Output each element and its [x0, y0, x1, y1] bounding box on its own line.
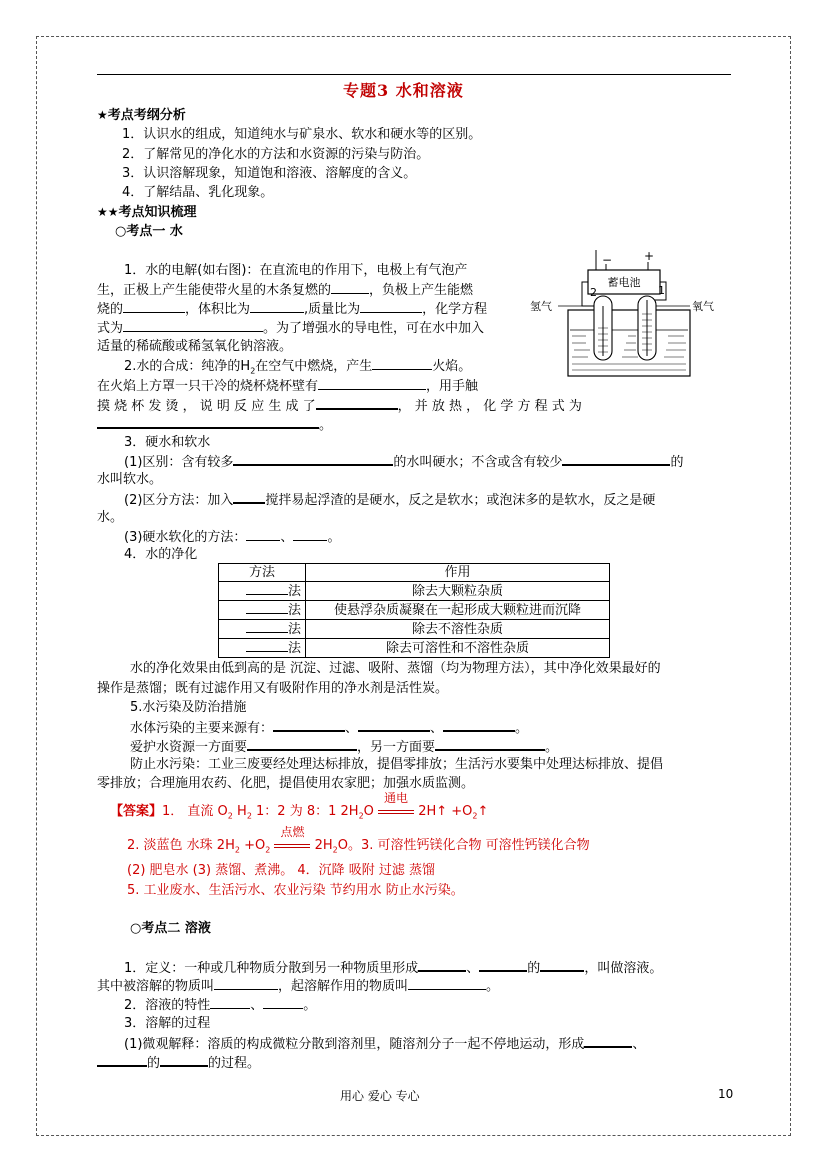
text-line: (2)区分方法：加入 搅拌易起浮渣的是硬水，反之是软水；或泡沫多的是软水，反之是硬 — [124, 490, 655, 510]
outline-item: 1．认识水的组成，知道纯水与矿泉水、软水和硬水等的区别。 — [122, 127, 482, 142]
fill-blank[interactable] — [562, 452, 670, 466]
fill-blank[interactable] — [246, 639, 288, 652]
text-line: 2.水的合成：纯净的$H_2$在空气中燃烧，产生 火焰。 — [124, 359, 472, 376]
subsection-water: ○考点一 水 — [115, 224, 183, 239]
text-line: 其中被溶解的物质叫 ，起溶解作用的物质叫 。 — [97, 979, 500, 994]
fill-blank[interactable] — [233, 452, 393, 466]
section-heading-outline — [97, 106, 186, 125]
text-line: 3．溶解的过程 — [124, 1016, 211, 1031]
fill-blank[interactable] — [372, 357, 432, 370]
table-cell-method: 法 — [219, 601, 306, 620]
answer-line-4: 5. 工业废水、生活污水、农业污染 节约用水 防止水污染。 — [127, 883, 464, 898]
reaction-condition-electrolysis: 通电 — [378, 803, 414, 821]
fill-blank[interactable] — [123, 300, 185, 313]
fill-blank[interactable] — [250, 300, 304, 313]
tube-number-1: 1 — [658, 284, 665, 297]
page-title: 专题3 水和溶液 — [343, 81, 464, 100]
text-line: 防止水污染：工业三废要经处理达标排放，提倡零排放；生活污水要集中处理达标排放、提倡 — [130, 757, 664, 772]
section-heading-knowledge — [97, 203, 197, 222]
answer-line-3: (2) 肥皂水 (3) 蒸馏、煮沸。 4．沉降 吸附 过滤 蒸馏 — [127, 863, 436, 878]
fill-blank[interactable] — [273, 718, 345, 732]
text-line: 1．水的电解(如右图)：在直流电的作用下，电极上有气泡产 — [124, 263, 468, 278]
subsection-solution: ○考点二 溶液 — [130, 921, 211, 936]
fill-blank[interactable] — [584, 1034, 632, 1048]
table-cell-method: 法 — [219, 620, 306, 639]
fill-blank[interactable] — [263, 996, 303, 1009]
battery-label: 蓄电池 — [607, 276, 641, 289]
text-line: 5.水污染及防治措施 — [130, 700, 247, 715]
outline-item: 2．了解常见的净化水的方法和水资源的污染与防治。 — [122, 147, 430, 162]
text-line: 式为 。为了增强水的导电性，可在水中加入 — [97, 321, 485, 336]
purification-table — [218, 563, 610, 658]
fill-blank[interactable] — [435, 737, 545, 751]
text-line: 适量的稀硫酸或稀氢氧化钠溶液。 — [97, 339, 293, 354]
text-line: 操作是蒸馏；既有过滤作用又有吸附作用的净水剂是活性炭。 — [97, 681, 449, 696]
table-cell-effect: 除去大颗粒杂质 — [306, 582, 610, 601]
table-cell-effect: 使悬浮杂质凝聚在一起形成大颗粒进而沉降 — [306, 601, 610, 620]
fill-blank[interactable] — [318, 377, 426, 390]
table-header-row — [219, 564, 610, 582]
fill-blank[interactable] — [214, 977, 278, 990]
text-line: 1．定义：一种或几种物质分散到另一种物质里形成 、 的 ，叫做溶液。 — [124, 958, 662, 978]
text-line: 3．硬水和软水 — [124, 435, 211, 450]
fill-blank[interactable] — [246, 620, 288, 633]
text-line: 水体污染的主要来源有： 、 、 。 — [130, 718, 528, 738]
fill-blank[interactable] — [479, 958, 527, 972]
footer-motto: 用心 爱心 专心 — [340, 1089, 420, 1103]
header-rule — [97, 74, 731, 75]
text-line: 4．水的净化 — [124, 547, 198, 562]
text-line: 水叫软水。 — [97, 472, 163, 487]
text-line: 烧的 ，体积比为 ,质量比为 ，化学方程 — [97, 302, 488, 317]
table-header: 方法 — [219, 564, 306, 582]
table-cell-effect: 除去可溶性和不溶性杂质 — [306, 639, 610, 658]
fill-blank[interactable] — [418, 958, 466, 972]
fill-blank[interactable] — [246, 528, 280, 541]
hydrogen-label: 氢气 — [530, 300, 552, 313]
star-icon: ★★ — [97, 205, 119, 219]
text-line: 。 — [97, 415, 332, 435]
fill-blank[interactable] — [123, 319, 263, 332]
text-line: 的 的过程。 — [97, 1053, 260, 1073]
fill-blank[interactable] — [233, 490, 265, 504]
outline-item: 4．了解结晶、乳化现象。 — [122, 185, 274, 200]
text-line: 摸 烧 杯 发 烫 ， 说 明 反 应 生 成 了 ， 并 放 热 ， 化 学 方 程 式 为 — [97, 396, 727, 416]
fill-blank[interactable] — [540, 958, 584, 972]
table-row — [219, 639, 610, 658]
answer-line-1: 【答案】1． 直流 $O_2$ $H_2$ 1：2 为 8：1 $2H_2O$ 通电 2H↑ $+O_2↑$ — [110, 791, 489, 821]
text-line: 零排放；合理施用农药、化肥，提倡使用农家肥；加强水质监测。 — [97, 776, 475, 791]
text-line: (1)区别：含有较多 的水叫硬水；不含或含有较少 的 — [124, 452, 683, 472]
text-line: 爱护水资源一方面要 ，另一方面要 。 — [130, 737, 558, 757]
fill-blank[interactable] — [210, 996, 250, 1009]
fill-blank[interactable] — [246, 582, 288, 595]
fill-blank[interactable] — [160, 1053, 208, 1067]
fill-blank[interactable] — [360, 300, 422, 313]
tube-number-2: 2 — [590, 286, 597, 299]
minus-label: − — [602, 253, 613, 267]
table-row — [219, 601, 610, 620]
fill-blank[interactable] — [97, 1053, 147, 1067]
reaction-condition-ignition: 点燃 — [274, 837, 310, 855]
heading-text: 考点考纲分析 — [107, 108, 186, 123]
fill-blank[interactable] — [408, 977, 486, 990]
text-line: 生，正极上产生能使带火星的木条复燃的 ，负极上产生能燃 — [97, 283, 474, 298]
table-cell-method: 法 — [219, 639, 306, 658]
text-line: (3)硬水软化的方法： 、 。 — [124, 530, 341, 545]
fill-blank[interactable] — [443, 718, 515, 732]
text-line: (1)微观解释：溶质的构成微粒分散到溶剂里，随溶剂分子一起不停地运动，形成 、 — [124, 1034, 645, 1054]
fill-blank[interactable] — [358, 718, 430, 732]
text-line: 水的净化效果由低到高的是 沉淀、过滤、吸附、蒸馏（均为物理方法），其中净化效果最好的 — [130, 661, 661, 676]
table-row — [219, 620, 610, 639]
oxygen-label: 氧气 — [692, 300, 714, 313]
fill-blank[interactable] — [316, 396, 398, 410]
fill-blank[interactable] — [293, 528, 327, 541]
table-row — [219, 582, 610, 601]
text-line: 在火焰上方罩一只干冷的烧杯烧杯壁有 ，用手触 — [97, 379, 479, 394]
fill-blank[interactable] — [246, 601, 288, 614]
plus-label: + — [644, 249, 655, 263]
table-cell-method: 法 — [219, 582, 306, 601]
fill-blank[interactable] — [247, 737, 357, 751]
text-line: 水。 — [97, 510, 124, 525]
table-cell-effect: 除去不溶性杂质 — [306, 620, 610, 639]
fill-blank[interactable] — [331, 281, 369, 294]
heading-text: 考点知识梳理 — [118, 205, 197, 220]
page-number: 10 — [718, 1087, 734, 1101]
table-header: 作用 — [306, 564, 610, 582]
fill-blank[interactable] — [97, 415, 319, 429]
text-line: 2．溶液的特性 、 。 — [124, 998, 317, 1013]
answer-line-2: 2. 淡蓝色 水珠 $2H_2 +O_2$ 点燃 $2H_2O$。3. 可溶性钙镁化合物 可溶性钙镁化合物 — [127, 825, 590, 855]
outline-item: 3．认识溶解现象，知道饱和溶液、溶解度的含义。 — [122, 166, 417, 181]
star-icon: ★ — [97, 108, 108, 122]
electrolysis-apparatus-figure — [528, 248, 730, 380]
